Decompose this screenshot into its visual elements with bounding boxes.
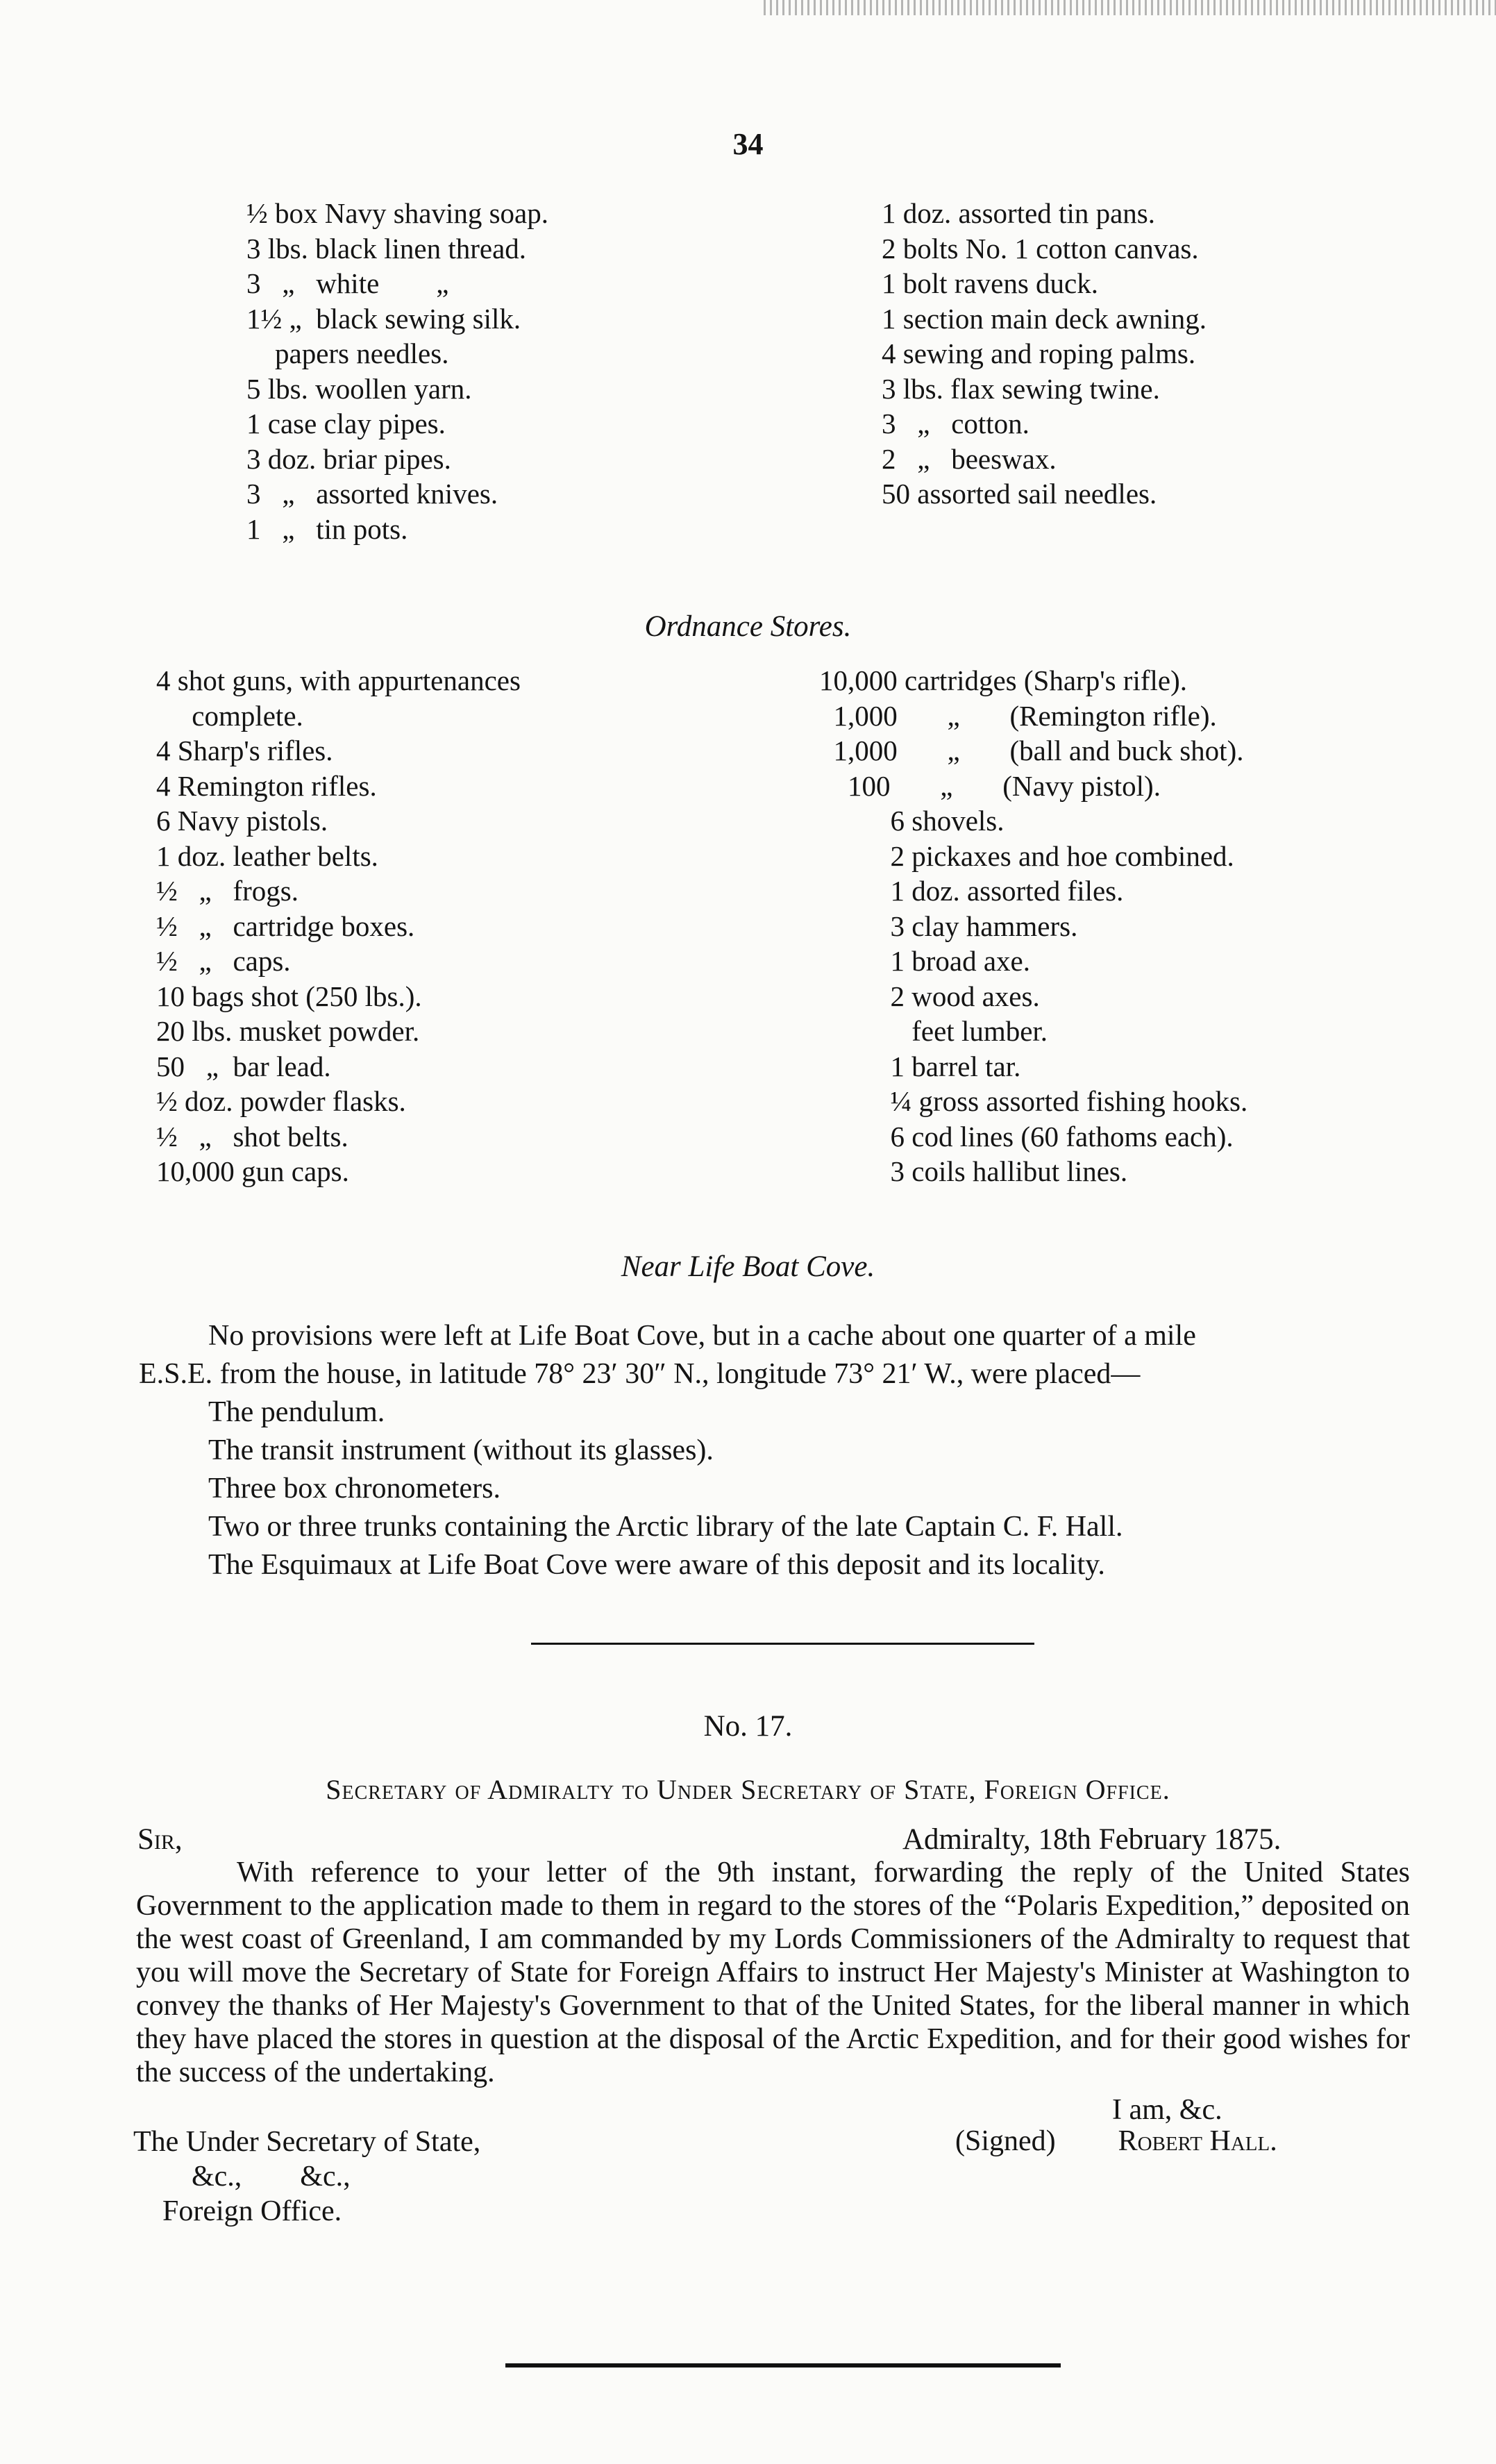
cove-line: Two or three trunks containing the Arctic library of the late Captain C. F. Hall. — [208, 1511, 1123, 1543]
store-item: 50 assorted sail needles. — [882, 478, 1157, 510]
ordnance-item: 1 barrel tar. — [819, 1050, 1021, 1082]
document-number: No. 17. — [703, 1710, 793, 1743]
ordnance-item: 6 shovels. — [819, 805, 1005, 837]
cove-heading: Near Life Boat Cove. — [621, 1250, 875, 1283]
ordnance-item: ½ „ shot belts. — [156, 1120, 348, 1153]
store-item: 5 lbs. woollen yarn. — [246, 372, 472, 405]
ordnance-item: 2 pickaxes and hoe combined. — [819, 839, 1234, 872]
salutation: Sir, — [137, 1823, 183, 1856]
store-item: papers needles. — [246, 337, 449, 369]
cove-line: Three box chronometers. — [208, 1473, 501, 1505]
ordnance-item: 4 Remington rifles. — [156, 769, 377, 802]
store-item: 3 lbs. black linen thread. — [246, 232, 527, 265]
store-item: 1 doz. assorted tin pans. — [882, 197, 1155, 229]
store-item: 2 bolts No. 1 cotton canvas. — [882, 232, 1199, 265]
signer-name: Robert Hall. — [1118, 2125, 1277, 2157]
ordnance-item: 1,000 „ (ball and buck shot). — [819, 735, 1244, 766]
store-item: 1 „ tin pots. — [246, 512, 408, 545]
ordnance-item: 1 doz. leather belts. — [156, 839, 378, 872]
ordnance-item: 1 broad axe. — [819, 945, 1030, 977]
ordnance-item: 100 „ (Navy pistol). — [819, 769, 1161, 802]
store-item: 1½ „ black sewing silk. — [246, 302, 521, 335]
ordnance-item: 10,000 gun caps. — [156, 1155, 349, 1187]
ordnance-list-right — [819, 663, 1247, 1189]
letter-title: Secretary of Admiralty to Under Secretary of State, Foreign Office. — [326, 1774, 1170, 1805]
store-item: 1 case clay pipes. — [246, 408, 446, 439]
ordnance-item: 10,000 cartridges (Sharp's rifle). — [819, 664, 1187, 696]
ordnance-item: ½ doz. powder flasks. — [156, 1085, 406, 1117]
cove-line: No provisions were left at Life Boat Cove, but in a cache about one quarter of a mile — [208, 1320, 1196, 1352]
ordnance-item: 1,000 „ (Remington rifle). — [819, 699, 1217, 732]
ordnance-item: 20 lbs. musket powder. — [156, 1015, 420, 1047]
ordnance-list-left — [156, 663, 521, 1189]
cove-line: The transit instrument (without its glasses). — [208, 1434, 714, 1466]
ordnance-item: complete. — [156, 699, 303, 732]
store-item: 1 section main deck awning. — [882, 302, 1207, 335]
signed-label: (Signed) — [955, 2125, 1056, 2157]
store-item: 2 „ beeswax. — [882, 442, 1057, 475]
ordnance-item: 4 Sharp's rifles. — [156, 735, 333, 766]
ordnance-item: 6 Navy pistols. — [156, 805, 328, 837]
address-line: &c., &c., — [133, 2161, 351, 2193]
section-divider — [531, 1643, 1034, 1645]
ordnance-item: 6 cod lines (60 fathoms each). — [819, 1120, 1234, 1153]
ordnance-item: ¼ gross assorted fishing hooks. — [819, 1085, 1248, 1117]
ordnance-item: 3 coils hallibut lines. — [819, 1155, 1128, 1187]
cove-line: The pendulum. — [208, 1396, 385, 1428]
letter-dateline: Admiralty, 18th February 1875. — [902, 1823, 1281, 1856]
stores-list-left — [246, 196, 548, 546]
scan-edge-noise — [764, 0, 1496, 15]
address-line: The Under Secretary of State, — [133, 2126, 481, 2158]
store-item: 3 lbs. flax sewing twine. — [882, 372, 1160, 405]
store-item: 3 doz. briar pipes. — [246, 442, 451, 475]
ordnance-item: ½ „ caps. — [156, 945, 291, 977]
addressee-block — [133, 2124, 480, 2229]
ordnance-item: 1 doz. assorted files. — [819, 875, 1124, 907]
cove-line: E.S.E. from the house, in latitude 78° 23′ 30″ N., longitude 73° 21′ W., were placed— — [139, 1358, 1141, 1390]
store-item: 1 bolt ravens duck. — [882, 267, 1098, 299]
ordnance-item: 4 shot guns, with appurtenances — [156, 664, 521, 696]
signature-block — [955, 2124, 1277, 2158]
letter-closing: I am, &c. — [1112, 2094, 1222, 2126]
cove-paragraph — [139, 1317, 1416, 1584]
ordnance-item: ½ „ cartridge boxes. — [156, 910, 415, 942]
store-item: 3 „ cotton. — [882, 408, 1029, 439]
address-line: Foreign Office. — [133, 2195, 342, 2227]
letter-body: With reference to your letter of the 9th instant, forwarding the reply of the United States Government to the application made to them in regard to the stores of the “Polaris Expedition,” deposited on the west coast of Greenland, I am commanded by my Lords Commissioners of the Admiralty to request that you will move the Secretary of State for Foreign Affairs to instruct Her Majesty's Minister at Washington to convey the thanks of Her Majesty's Government to that of the United States, for the liberal manner in which they have placed the stores in question at the disposal of the Arctic Expedition, and for their good wishes for the success of the undertaking. — [136, 1857, 1410, 2088]
page-number: 34 — [732, 127, 764, 161]
ordnance-item: 50 „ bar lead. — [156, 1050, 331, 1082]
end-divider — [505, 2363, 1061, 2367]
cove-line: The Esquimaux at Life Boat Cove were aware of this deposit and its locality. — [208, 1549, 1105, 1581]
ordnance-item: 3 clay hammers. — [819, 910, 1078, 942]
ordnance-item: 10 bags shot (250 lbs.). — [156, 980, 422, 1012]
ordnance-item: ½ „ frogs. — [156, 875, 299, 907]
store-item: ½ box Navy shaving soap. — [246, 197, 549, 229]
ordnance-heading: Ordnance Stores. — [644, 610, 852, 643]
store-item: 4 sewing and roping palms. — [882, 337, 1196, 369]
store-item: 3 „ assorted knives. — [246, 478, 498, 510]
stores-list-right — [882, 196, 1207, 512]
ordnance-item: 2 wood axes. — [819, 980, 1040, 1012]
store-item: 3 „ white „ — [246, 267, 449, 299]
ordnance-item: feet lumber. — [819, 1015, 1048, 1047]
